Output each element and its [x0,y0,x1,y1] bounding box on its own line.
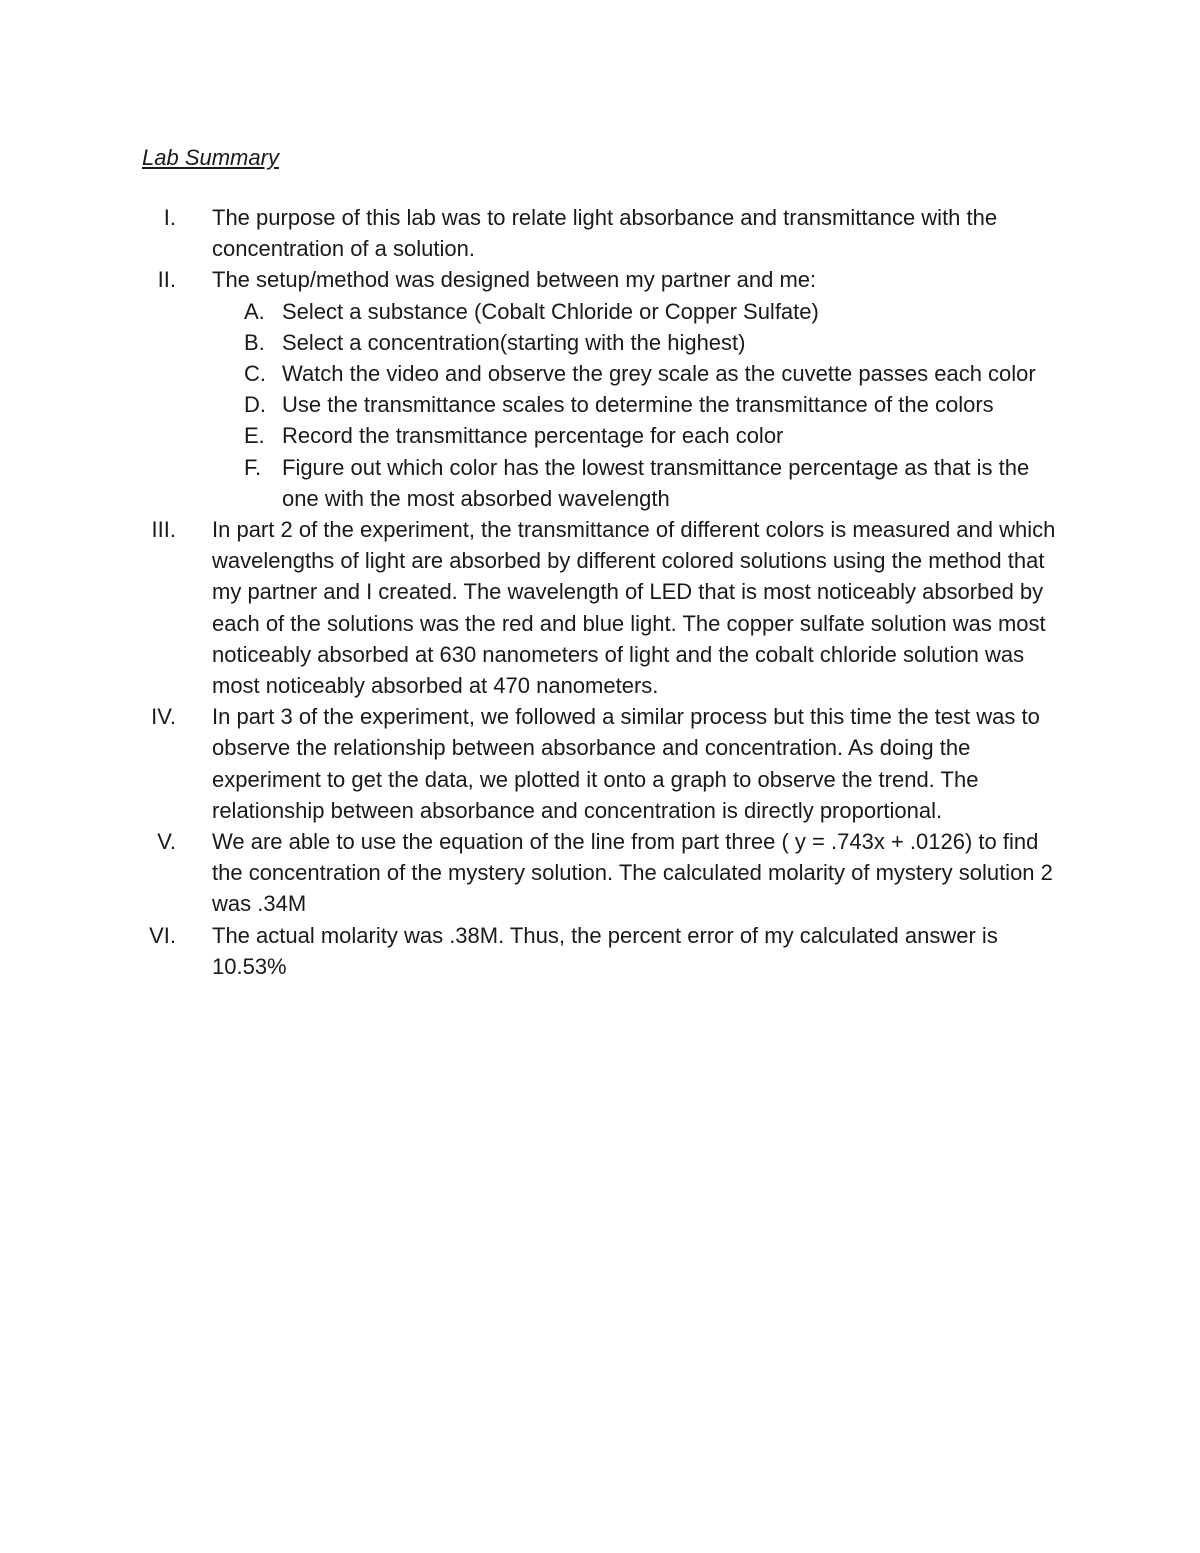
step-text: Record the transmittance percentage for each color [282,423,784,449]
method-step-e [244,420,1062,451]
method-steps-list [212,296,1062,514]
method-step-c [244,358,1062,389]
item-numeral: I. [163,205,176,230]
method-step-f [244,452,1062,514]
method-step-d [244,389,1062,420]
item-text: The setup/method was designed between my partner and me: [212,267,817,293]
step-letter: A. [244,298,265,324]
step-letter: B. [244,329,265,355]
step-text: Use the transmittance scales to determine the transmittance of the colors [282,392,994,418]
item-text: The purpose of this lab was to relate light absorbance and transmittance with the concentration of a solution. [212,205,998,262]
item-numeral: II. [157,267,176,293]
step-letter: E. [244,423,265,449]
step-text: Watch the video and observe the grey scale as the cuvette passes each color [282,361,1036,387]
outline-item-2 [0,264,1062,514]
item-text: In part 3 of the experiment, we followed a similar process but this time the test was to observe the relationship between absorbance and concentration. As doing the experiment to get the data, we plotted it onto a graph to observe the trend. The relationship between absorbance and concentration is directly proportional. [212,704,1040,823]
outline-item-4 [0,701,1062,826]
step-text: Figure out which color has the lowest transmittance percentage as that is the one with the most absorbed wavelength [282,454,1030,511]
step-letter: C. [244,361,266,387]
method-step-a [244,296,1062,327]
item-text: The actual molarity was .38M. Thus, the percent error of my calculated answer is 10.53% [212,922,998,979]
page-title: Lab Summary [142,145,279,170]
method-step-b [244,327,1062,358]
item-numeral: IV. [151,704,176,730]
outline-item-5 [0,826,1062,920]
step-text: Select a substance (Cobalt Chloride or Copper Sulfate) [282,298,819,324]
outline-item-6 [0,920,1062,982]
item-numeral: V. [157,829,176,855]
step-letter: F. [244,454,262,480]
item-numeral: III. [151,517,176,543]
outline-item-1 [0,202,1062,264]
item-text: In part 2 of the experiment, the transmittance of different colors is measured and which wavelengths of light are absorbed by different colored solutions using the method that my partner and I created. The wavelength of LED that is most noticeably absorbed by each of the solutions was the red and blue light. The copper sulfate solution was most noticeably absorbed at 630 nanometers of light and the cobalt chloride solution was most noticeably absorbed at 470 nanometers. [212,517,1056,699]
item-numeral: VI. [149,922,176,948]
step-letter: D. [244,392,266,418]
outline-item-3 [0,514,1062,701]
step-text: Select a concentration(starting with the highest) [282,329,746,355]
summary-outline [0,202,1200,982]
item-text: We are able to use the equation of the line from part three ( y = .743x + .0126) to find the concentration of the mystery solution. The calculated molarity of mystery solution 2 was .34M [212,829,1053,917]
